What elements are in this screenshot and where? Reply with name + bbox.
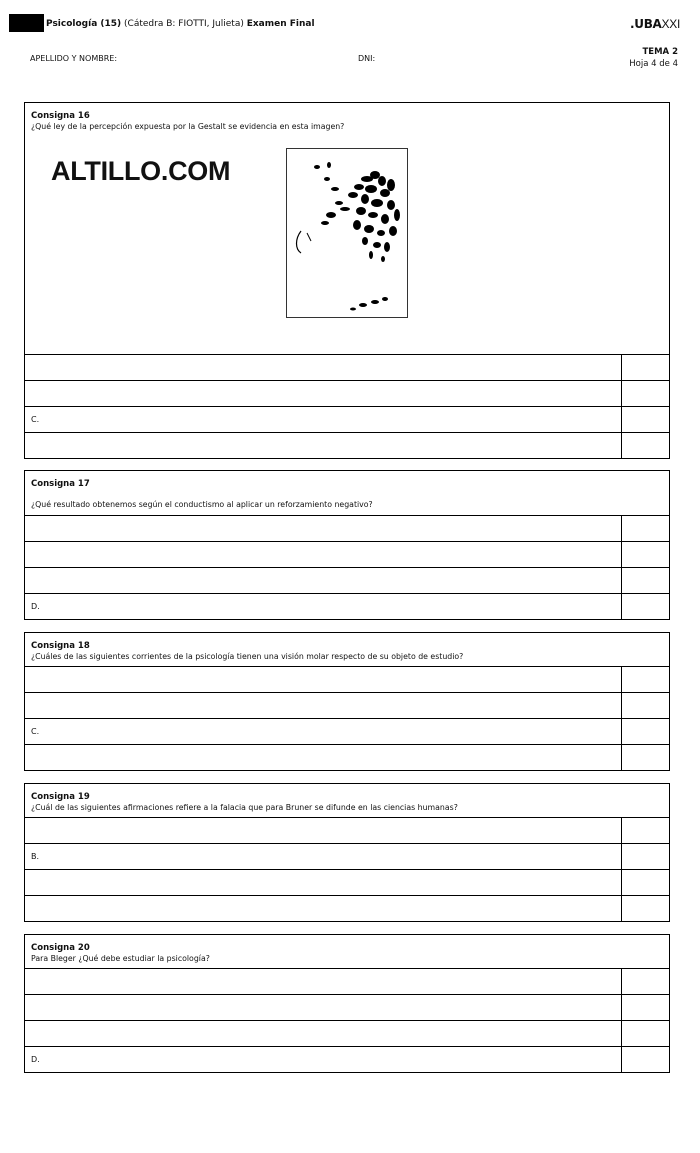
exam-header-title (46, 19, 315, 29)
answer-checkbox[interactable] (622, 355, 669, 380)
answer-option-b[interactable] (25, 994, 669, 1020)
answer-option-a[interactable] (25, 666, 669, 692)
answer-checkbox[interactable] (622, 1021, 669, 1046)
exam-type: Examen Final (246, 19, 315, 29)
question-title: Consigna 19 (31, 792, 90, 802)
question-title: Consigna 18 (31, 641, 90, 651)
answer-option-b[interactable] (25, 380, 669, 406)
question-card-17 (24, 470, 670, 620)
redacted-block (9, 14, 44, 32)
answer-option-c[interactable] (25, 718, 669, 744)
surname-label: APELLIDO Y NOMBRE: (30, 54, 118, 63)
answer-checkbox[interactable] (622, 516, 669, 541)
answer-checkbox[interactable] (622, 745, 669, 770)
question-card-19 (24, 783, 670, 922)
option-label: D. (31, 1055, 40, 1064)
answer-option-d[interactable] (25, 593, 669, 619)
answer-options (25, 968, 669, 1072)
watermark: ALTILLO.COM (51, 156, 231, 186)
answer-option-b[interactable] (25, 843, 669, 869)
question-text: Para Bleger ¿Qué debe estudiar la psicología? (31, 954, 210, 963)
question-title: Consigna 16 (31, 111, 90, 121)
answer-checkbox[interactable] (622, 844, 669, 869)
question-card-18 (24, 632, 670, 771)
answer-checkbox[interactable] (622, 407, 669, 432)
option-label: B. (31, 852, 40, 861)
answer-checkbox[interactable] (622, 870, 669, 895)
answer-checkbox[interactable] (622, 1047, 669, 1072)
question-text: ¿Qué resultado obtenemos según el conductismo al aplicar un reforzamiento negativo? (31, 500, 373, 509)
answer-option-b[interactable] (25, 692, 669, 718)
answer-options (25, 515, 669, 619)
answer-option-c[interactable] (25, 869, 669, 895)
question-card-20 (24, 934, 670, 1073)
option-label: C. (31, 727, 40, 736)
gestalt-dog-image (286, 148, 408, 318)
answer-checkbox[interactable] (622, 969, 669, 994)
question-text: ¿Qué ley de la percepción expuesta por la Gestalt se evidencia en esta imagen? (31, 122, 345, 131)
question-text: ¿Cuál de las siguientes afirmaciones refiere a la falacia que para Bruner se difunde en las ciencias humanas? (31, 803, 458, 812)
answer-checkbox[interactable] (622, 667, 669, 692)
answer-checkbox[interactable] (622, 896, 669, 921)
option-label: C. (31, 415, 40, 424)
answer-checkbox[interactable] (622, 381, 669, 406)
answer-checkbox[interactable] (622, 995, 669, 1020)
course-name: Psicología (15) (46, 19, 122, 29)
page-counter: Hoja 4 de 4 (629, 59, 678, 69)
answer-checkbox[interactable] (622, 594, 669, 619)
answer-option-d[interactable] (25, 1046, 669, 1072)
logo-main: .UBA (630, 17, 662, 31)
answer-option-a[interactable] (25, 817, 669, 843)
option-label: D. (31, 602, 40, 611)
answer-checkbox[interactable] (622, 542, 669, 567)
dni-label: DNI: (358, 54, 376, 63)
answer-option-d[interactable] (25, 895, 669, 921)
answer-checkbox[interactable] (622, 568, 669, 593)
question-text: ¿Cuáles de las siguientes corrientes de la psicología tienen una visión molar respecto de su objeto de estudio? (31, 652, 464, 661)
answer-option-a[interactable] (25, 968, 669, 994)
answer-option-b[interactable] (25, 541, 669, 567)
answer-options (25, 666, 669, 770)
answer-option-a[interactable] (25, 515, 669, 541)
answer-checkbox[interactable] (622, 433, 669, 458)
answer-option-a[interactable] (25, 354, 669, 380)
answer-option-c[interactable] (25, 1020, 669, 1046)
uba-xxi-logo (630, 17, 680, 31)
question-title: Consigna 17 (31, 479, 90, 489)
answer-checkbox[interactable] (622, 693, 669, 718)
answer-option-d[interactable] (25, 432, 669, 458)
chair-name: (Cátedra B: FIOTTI, Julieta) (124, 19, 244, 29)
answer-checkbox[interactable] (622, 719, 669, 744)
question-card-16 (24, 102, 670, 459)
answer-option-d[interactable] (25, 744, 669, 770)
answer-option-c[interactable] (25, 567, 669, 593)
answer-options (25, 354, 669, 458)
logo-suffix: XXI (661, 17, 680, 31)
question-title: Consigna 20 (31, 943, 90, 953)
answer-checkbox[interactable] (622, 818, 669, 843)
answer-option-c[interactable] (25, 406, 669, 432)
tema-label: TEMA 2 (642, 47, 678, 57)
answer-options (25, 817, 669, 921)
dalmatian-figure (287, 149, 407, 317)
